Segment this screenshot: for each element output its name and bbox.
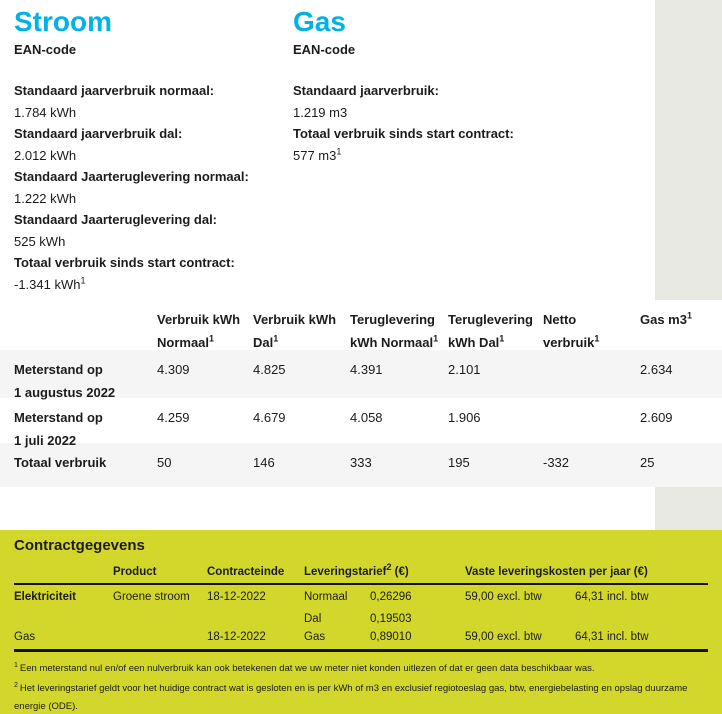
cell: 4.391 xyxy=(350,362,383,377)
cell-product: Groene stroom xyxy=(113,591,190,603)
column-header: Product xyxy=(113,566,157,578)
field-label: Totaal verbruik sinds start contract: xyxy=(14,255,235,270)
contract-row-elektriciteit xyxy=(14,590,708,627)
stroom-fields xyxy=(14,80,284,295)
header-spacer xyxy=(14,565,113,580)
cell: 146 xyxy=(253,455,275,470)
cell: 4.058 xyxy=(350,410,383,425)
cell: 195 xyxy=(448,455,470,470)
stroom-ean-label: EAN-code xyxy=(14,42,77,57)
cell: 4.825 xyxy=(253,362,286,377)
row-label: Meterstand op 1 augustus 2022 xyxy=(14,362,116,400)
divider-line-thick xyxy=(14,649,708,652)
cell-product xyxy=(113,630,207,645)
field-value: 1.784 kWh xyxy=(14,104,77,120)
cell-contracteinde: 18-12-2022 xyxy=(207,591,266,603)
cell: 25 xyxy=(640,455,655,470)
cell: 4.259 xyxy=(157,410,190,425)
background-band-top xyxy=(655,0,722,300)
cell-contracteinde: 18-12-2022 xyxy=(207,631,266,643)
cell: 4.309 xyxy=(157,362,190,377)
cell-tariff-value: 0,26296 0,19503 xyxy=(370,591,412,625)
cell: 4.679 xyxy=(253,410,286,425)
cell: 2.101 xyxy=(448,362,481,377)
contract-details-section xyxy=(0,530,722,714)
column-header: Verbruik kWh Dal$^1$ xyxy=(253,312,337,350)
column-header: Teruglevering kWh Dal$^1$ xyxy=(448,312,534,350)
cell: 50 xyxy=(157,455,172,470)
field-value: 525 kWh xyxy=(14,233,66,249)
cell: 2.634 xyxy=(640,362,673,377)
cell: -332 xyxy=(543,455,570,470)
table-row xyxy=(0,350,722,398)
field-value: 577 m3$^1$ xyxy=(293,146,342,163)
table-row xyxy=(0,443,722,487)
contract-table-header-row xyxy=(14,562,708,580)
cell-tariff-type: Gas xyxy=(304,631,326,643)
field-label: Standaard jaarverbruik normaal: xyxy=(14,83,215,98)
footnote-marker: 1 xyxy=(80,275,86,286)
cell-cost-excl: 59,00 excl. btw xyxy=(465,631,542,643)
field-label: Standaard jaarverbruik dal: xyxy=(14,126,183,141)
column-header: Contracteinde xyxy=(207,566,285,578)
gas-fields xyxy=(293,80,563,166)
divider-line xyxy=(14,583,708,585)
footnote: $^2$ Het leveringstarief geldt voor het huidige contract wat is gesloten en is per kWh of m3 en exclusief regiotoeslag gas, btw, energiebelasting en opslag duurzame energie (ODE). xyxy=(14,681,688,712)
cell-cost-excl: 59,00 excl. btw xyxy=(465,591,542,603)
footnote: $^1$ Een meterstand nul en/of een nulverbruik kan ook betekenen dat we uw meter niet konden uitlezen of dat er geen data beschikbaar was. xyxy=(14,661,595,674)
column-header: Leveringstarief$^2$ (€) xyxy=(304,562,409,578)
row-label: Meterstand op 1 juli 2022 xyxy=(14,410,103,448)
field-label: Standaard Jaarteruglevering normaal: xyxy=(14,169,249,184)
field-label: Standaard jaarverbruik: xyxy=(293,83,439,98)
field-value: 1.222 kWh xyxy=(14,190,77,206)
column-header: Vaste leveringskosten per jaar (€) xyxy=(465,566,648,578)
row-label: Elektriciteit xyxy=(14,591,76,603)
meter-table-header-row xyxy=(0,300,722,350)
row-label: Totaal verbruik xyxy=(14,455,107,470)
field-value: 2.012 kWh xyxy=(14,147,77,163)
contract-section-title: Contractgegevens xyxy=(14,537,145,554)
meter-readings-table xyxy=(0,300,722,487)
cell-cost-incl: 64,31 incl. btw xyxy=(575,591,649,603)
stroom-section xyxy=(14,6,284,295)
contract-row-gas xyxy=(14,630,708,645)
table-row xyxy=(0,398,722,448)
field-value: 1.219 m3 xyxy=(293,104,348,120)
field-label: Totaal verbruik sinds start contract: xyxy=(293,126,514,141)
gas-section xyxy=(293,6,563,166)
footnotes xyxy=(14,658,714,714)
row-label: Gas xyxy=(14,631,36,643)
cell-tariff-value: 0,89010 xyxy=(370,631,412,643)
column-header: Gas m3$^1$ xyxy=(640,310,692,327)
column-header: Netto verbruik$^1$ xyxy=(543,312,600,350)
gas-ean-label: EAN-code xyxy=(293,42,356,57)
background-band-bottom xyxy=(655,487,722,530)
field-label: Standaard Jaarteruglevering dal: xyxy=(14,212,218,227)
cell xyxy=(543,350,640,404)
cell: 1.906 xyxy=(448,410,481,425)
column-header: Teruglevering kWh Normaal$^1$ xyxy=(350,312,439,350)
header-spacer xyxy=(14,300,157,354)
footnote-marker: 1 xyxy=(336,146,342,157)
gas-title: Gas xyxy=(293,6,346,37)
field-value: -1.341 kWh$^1$ xyxy=(14,275,86,292)
stroom-title: Stroom xyxy=(14,6,112,37)
cell: 2.609 xyxy=(640,410,673,425)
cell: 333 xyxy=(350,455,372,470)
cell-tariff-type: Normaal Dal xyxy=(304,591,348,625)
column-header: Verbruik kWh Normaal$^1$ xyxy=(157,312,241,350)
cell-cost-incl: 64,31 incl. btw xyxy=(575,631,649,643)
